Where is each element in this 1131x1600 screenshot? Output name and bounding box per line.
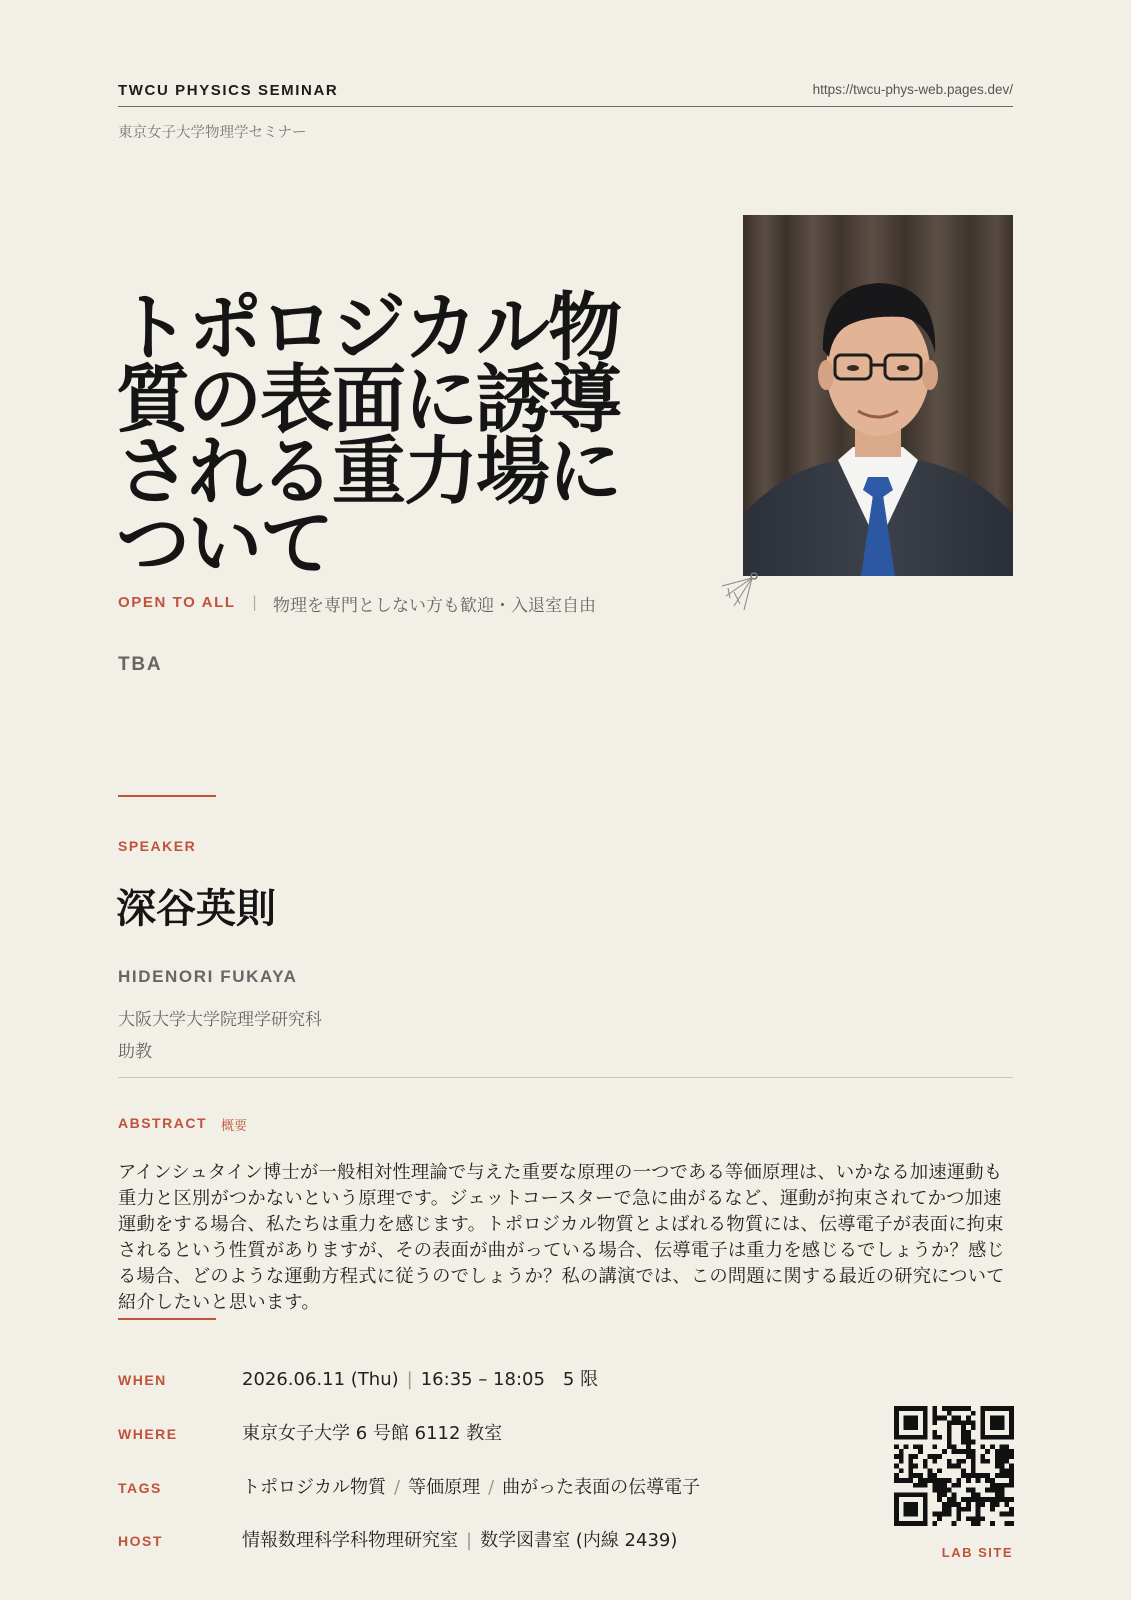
section-divider [118, 1077, 1013, 1078]
talk-subtitle: TBA [118, 654, 163, 675]
lab-site-qr-code[interactable] [894, 1406, 1014, 1526]
open-note: 物理を専門としない方も歓迎・入退室自由 [273, 596, 596, 616]
host-label: HOST [118, 1533, 163, 1549]
seminar-brand: TWCU PHYSICS SEMINAR [118, 82, 339, 99]
speaker-affiliation: 大阪大学大学院理学研究科 [118, 1010, 322, 1030]
tag-item[interactable]: 曲がった表面の伝導電子 [502, 1477, 701, 1498]
open-separator: | [252, 593, 258, 611]
speaker-position: 助教 [118, 1042, 152, 1062]
seminar-url-link[interactable]: https://twcu-phys-web.pages.dev/ [812, 82, 1013, 97]
header-divider [118, 106, 1013, 107]
abstract-text: アインシュタイン博士が一般相対性理論で与えた重要な原理の一つである等価原理は、いかなる加速運動も重力と区別がつかないという原理です。ジェットコースターで急に曲がるなど、運動が拘束されてかつ加速運動をする場合、私たちは重力を感じます。トポロジカル物質とよばれる物質には、伝導電子が表面に拘束されるという性質がありますが、その表面が曲がっている場合、伝導電子は重力を感じるでしょうか？感じる場合、どのような運動方程式に従うのでしょうか？私の講演では、この問題に関する最近の研究について紹介したいと思います。 [118, 1162, 1005, 1313]
host-separator: | [466, 1530, 473, 1551]
speaker-label: SPEAKER [118, 838, 197, 854]
seminar-subtitle-jp: 東京女子大学物理学セミナー [118, 125, 307, 141]
tags-value [242, 1473, 700, 1499]
tag-separator: / [488, 1477, 495, 1498]
tag-item[interactable]: トポロジカル物質 [242, 1477, 386, 1498]
when-time: 16:35 – 18:05 5 限 [420, 1369, 599, 1390]
tags-label: TAGS [118, 1480, 162, 1496]
speaker-photo [743, 215, 1013, 576]
host-library: 数学図書室 (内線 2439) [480, 1530, 678, 1551]
when-label: WHEN [118, 1372, 167, 1388]
accent-divider-abstract [118, 1318, 216, 1320]
open-to-all-label: OPEN TO ALL [118, 594, 236, 611]
host-lab: 情報数理科学科物理研究室 [242, 1530, 458, 1551]
speaker-name: 深谷英則 [116, 886, 276, 932]
when-date: 2026.06.11 (Thu) [242, 1369, 399, 1390]
abstract-label: ABSTRACT [118, 1115, 207, 1131]
abstract-label-jp: 概要 [221, 1119, 248, 1134]
sparkle-icon [718, 570, 760, 612]
host-value [242, 1526, 677, 1552]
speaker-name-roman: HIDENORI FUKAYA [118, 967, 298, 986]
talk-title: トポロジカル物 質の表面に誘導 される重力場に ついて [116, 285, 620, 587]
where-label: WHERE [118, 1426, 178, 1442]
when-value [242, 1365, 598, 1391]
tag-item[interactable]: 等価原理 [408, 1477, 481, 1498]
when-separator: | [406, 1369, 413, 1390]
lab-site-label: LAB SITE [941, 1545, 1013, 1560]
tag-separator: / [394, 1477, 401, 1498]
accent-divider [118, 795, 216, 797]
where-value: 東京女子大学 6 号館 6112 教室 [242, 1423, 503, 1444]
